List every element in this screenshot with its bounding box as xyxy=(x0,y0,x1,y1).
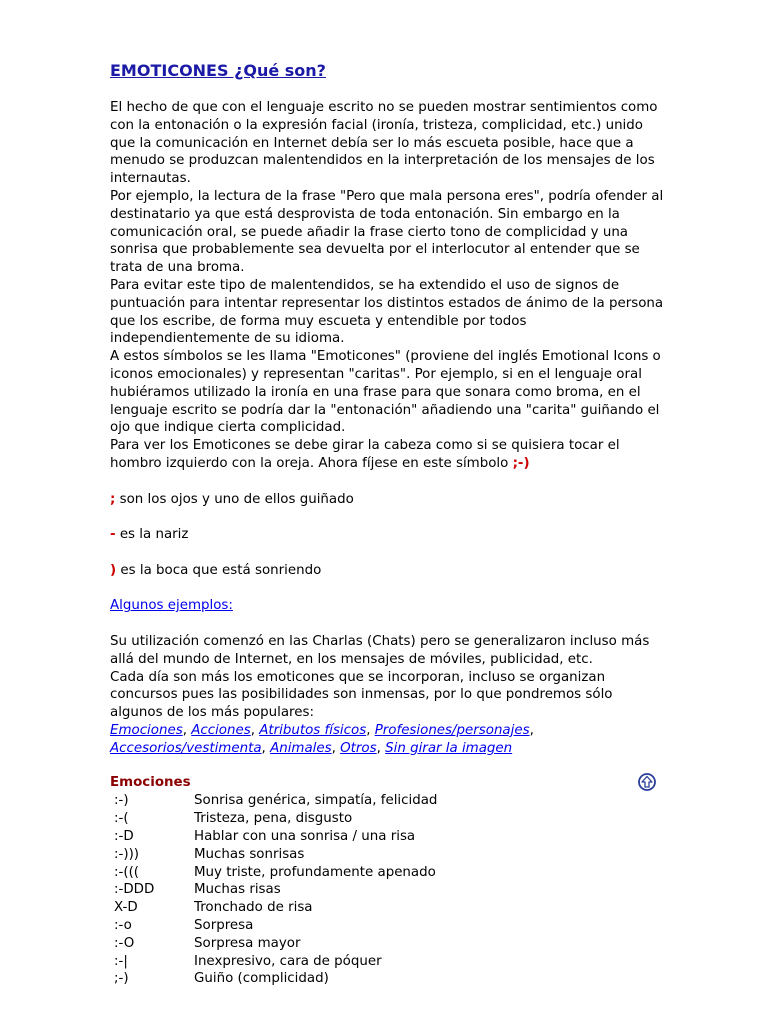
emoticon-meaning: Sorpresa mayor xyxy=(194,935,301,951)
part-symbol: ; xyxy=(110,491,116,507)
part-description: es la nariz xyxy=(115,527,189,543)
emoticon-code: :-D xyxy=(114,829,134,845)
emoticon-code: :-))) xyxy=(114,846,140,862)
emoticon-code: :-o xyxy=(114,918,132,934)
examples-link[interactable]: Algunos ejemplos: xyxy=(110,598,233,614)
link-otros[interactable]: Otros xyxy=(340,740,377,756)
intro-paragraph-1: El hecho de que con el lenguaje escrito no se pueden mostrar sentimientos como con la entonación o la expresión facial (ironía, tristeza, complicidad, etc.) unido que la comunicación en Internet debía ser lo más escueta posible, hace que a menudo se produzcan malentendidos en la interpretación de los mensajes de los internautas. xyxy=(110,100,658,187)
emoticon-code: X-D xyxy=(114,900,138,916)
link-atributos-fisicos[interactable]: Atributos físicos xyxy=(259,722,367,738)
page-title: EMOTICONES ¿Qué son? xyxy=(110,61,326,80)
emoticon-code: :-O xyxy=(114,935,135,951)
table-row xyxy=(114,953,437,971)
table-row xyxy=(114,970,437,988)
link-emociones[interactable]: Emociones xyxy=(110,722,183,738)
table-row xyxy=(114,810,437,828)
spacer xyxy=(110,473,666,491)
examples-row xyxy=(110,597,666,615)
spacer xyxy=(110,615,666,633)
usage-paragraph-1: Su utilización comenzó en las Charlas (Chats) pero se generalizaron incluso más allá del mundo de Internet, en los mensajes de móviles, publicidad, etc. xyxy=(110,633,650,667)
emoticon-code: :-| xyxy=(114,953,128,969)
table-row xyxy=(114,935,437,953)
emoticon-code: :-DDD xyxy=(114,882,155,898)
emoticon-meaning: Hablar con una sonrisa / una risa xyxy=(194,829,416,845)
document-body xyxy=(110,60,666,988)
usage-paragraph-2: Cada día son más los emoticones que se incorporan, incluso se organizan concursos pues las posibilidades son inmensas, por lo que pondremos sólo algunos de los más populares: xyxy=(110,669,613,721)
table-row xyxy=(114,917,437,935)
spacer xyxy=(110,580,666,598)
intro-paragraph-3: Para evitar este tipo de malentendidos, se ha extendido el uso de signos de puntuación para intentar representar los distintos estados de ánimo de la persona que los escribe, de forma muy escueta y entendible por todos independientemente de su idioma. xyxy=(110,277,664,347)
emoticon-code: :-) xyxy=(114,793,129,809)
link-accesorios-vestimenta[interactable]: Accesorios/vestimenta xyxy=(110,740,262,756)
table-row xyxy=(114,846,437,864)
part-eyes xyxy=(110,491,666,509)
example-emoticon-symbol: ;-) xyxy=(512,455,530,471)
part-mouth xyxy=(110,562,666,580)
intro-paragraph-2: Por ejemplo, la lectura de la frase "Pero que mala persona eres", podría ofender al destinatario ya que está desprovista de toda entonación. Sin embargo en la comunicación oral, se puede añadir la frase cierto tono de complicidad y una sonrisa que probablemente sea devuelta por el interlocutor al entender que se trata de una broma. xyxy=(110,188,664,276)
part-description: son los ojos y uno de ellos guiñado xyxy=(115,491,354,507)
link-animales[interactable]: Animales xyxy=(270,740,332,756)
table-row xyxy=(114,864,437,882)
link-sin-girar-la-imagen[interactable]: Sin girar la imagen xyxy=(385,740,513,756)
link-profesiones-personajes[interactable]: Profesiones/personajes xyxy=(374,722,530,738)
emoticon-meaning: Muchas risas xyxy=(194,882,281,898)
up-arrow-circle-icon[interactable] xyxy=(636,771,658,793)
table-row xyxy=(114,899,437,917)
table-row xyxy=(114,792,437,810)
part-description: es la boca que está sonriendo xyxy=(116,562,322,578)
emoticon-meaning: Inexpresivo, cara de póquer xyxy=(194,953,382,969)
emoticon-code: ;-) xyxy=(114,971,129,987)
intro-paragraph-4: A estos símbolos se les llama "Emoticones" (proviene del inglés Emotional Icons o iconos emocionales) y representan "caritas". Por ejemplo, si en el lenguaje oral hubiéramos utilizado la ironía en una frase para que sonara como broma, en el lenguaje escrito se podría dar la "entonación" añadiendo una "carita" guiñando el ojo que indique cierta complicidad. xyxy=(110,349,661,436)
link-acciones[interactable]: Acciones xyxy=(191,722,251,738)
rotate-instruction-text: Para ver los Emoticones se debe girar la cabeza como si se quisiera tocar el hombro izquierdo con la oreja. Ahora fíjese en este símbolo xyxy=(110,438,620,471)
part-symbol: ) xyxy=(110,562,117,578)
section-emociones xyxy=(110,774,666,792)
spacer xyxy=(110,544,666,562)
section-title: Emociones xyxy=(110,775,191,791)
emoticon-code: :-((( xyxy=(114,864,140,880)
category-links: Emociones, Acciones, Atributos físicos, Profesiones/personajes, Accesorios/vestimenta, Animales, Otros, Sin girar la imagen xyxy=(110,722,534,756)
emoticon-code: :-( xyxy=(114,811,129,827)
spacer xyxy=(110,508,666,526)
rotate-instruction xyxy=(110,437,666,473)
emoticon-meaning: Sorpresa xyxy=(194,918,254,934)
table-row xyxy=(114,828,437,846)
part-nose xyxy=(110,526,666,544)
emoticon-meaning: Tristeza, pena, disgusto xyxy=(194,811,353,827)
emoticon-meaning: Guiño (complicidad) xyxy=(194,971,329,987)
emoticon-meaning: Muy triste, profundamente apenado xyxy=(194,864,436,880)
emoticon-meaning: Muchas sonrisas xyxy=(194,846,305,862)
emotions-table xyxy=(114,792,437,988)
part-symbol: - xyxy=(110,527,116,543)
emoticon-meaning: Tronchado de risa xyxy=(194,900,313,916)
table-row xyxy=(114,881,437,899)
emoticon-meaning: Sonrisa genérica, simpatía, felicidad xyxy=(194,793,438,809)
